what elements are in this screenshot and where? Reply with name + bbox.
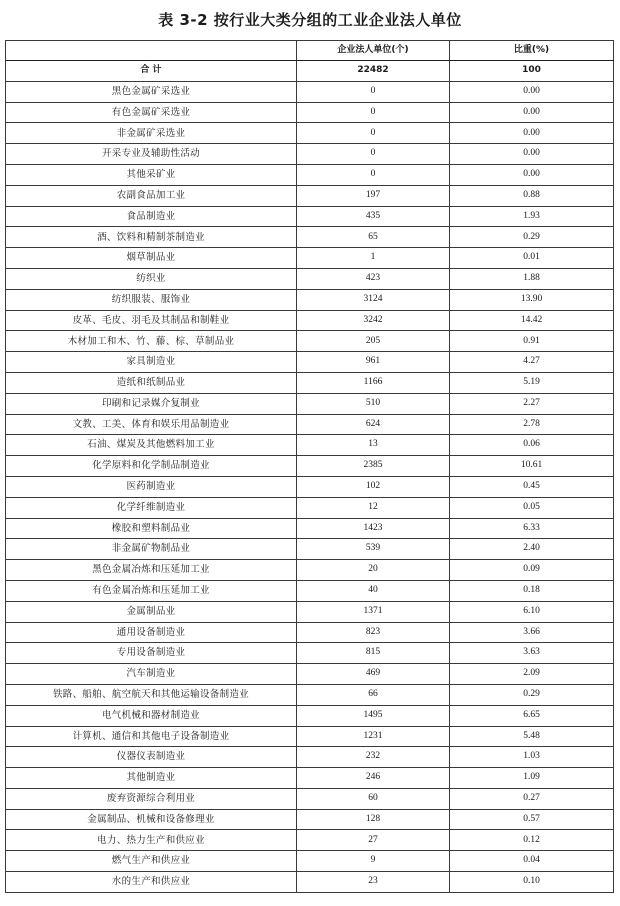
industry-name-cell: 烟草制品业 bbox=[6, 248, 297, 269]
ratio-cell: 0.12 bbox=[450, 830, 614, 851]
industry-name-cell: 文教、工美、体育和娱乐用品制造业 bbox=[6, 414, 297, 435]
ratio-cell: 1.03 bbox=[450, 747, 614, 768]
count-cell: 9 bbox=[297, 851, 450, 872]
table-row bbox=[6, 206, 614, 227]
column-header-ratio: 比重(%) bbox=[450, 41, 614, 61]
ratio-cell: 6.33 bbox=[450, 518, 614, 539]
table-row bbox=[6, 185, 614, 206]
ratio-cell: 1.93 bbox=[450, 206, 614, 227]
total-row bbox=[6, 61, 614, 82]
column-header-count: 企业法人单位(个) bbox=[297, 41, 450, 61]
ratio-cell: 0.57 bbox=[450, 809, 614, 830]
industry-name-cell: 印刷和记录媒介复制业 bbox=[6, 393, 297, 414]
table-row bbox=[6, 518, 614, 539]
table-row bbox=[6, 726, 614, 747]
count-cell: 102 bbox=[297, 476, 450, 497]
count-cell: 128 bbox=[297, 809, 450, 830]
table-row bbox=[6, 643, 614, 664]
count-cell: 40 bbox=[297, 580, 450, 601]
count-cell: 3242 bbox=[297, 310, 450, 331]
industry-name-cell: 其他制造业 bbox=[6, 768, 297, 789]
table-row bbox=[6, 123, 614, 144]
table-row bbox=[6, 622, 614, 643]
count-cell: 205 bbox=[297, 331, 450, 352]
industry-name-cell: 其他采矿业 bbox=[6, 164, 297, 185]
ratio-cell: 0.01 bbox=[450, 248, 614, 269]
ratio-cell: 0.00 bbox=[450, 123, 614, 144]
ratio-cell: 0.09 bbox=[450, 560, 614, 581]
count-cell: 20 bbox=[297, 560, 450, 581]
table-row bbox=[6, 830, 614, 851]
table-row bbox=[6, 164, 614, 185]
ratio-cell: 0.88 bbox=[450, 185, 614, 206]
industry-name-cell: 废弃资源综合利用业 bbox=[6, 788, 297, 809]
ratio-cell: 0.05 bbox=[450, 497, 614, 518]
table-row bbox=[6, 456, 614, 477]
ratio-cell: 1.09 bbox=[450, 768, 614, 789]
count-cell: 0 bbox=[297, 144, 450, 165]
industry-name-cell: 皮革、毛皮、羽毛及其制品和制鞋业 bbox=[6, 310, 297, 331]
ratio-cell: 0.91 bbox=[450, 331, 614, 352]
ratio-cell: 0.00 bbox=[450, 164, 614, 185]
ratio-cell: 6.65 bbox=[450, 705, 614, 726]
count-cell: 539 bbox=[297, 539, 450, 560]
table-row bbox=[6, 393, 614, 414]
ratio-cell: 0.27 bbox=[450, 788, 614, 809]
table-row bbox=[6, 227, 614, 248]
table-row bbox=[6, 809, 614, 830]
industry-name-cell: 汽车制造业 bbox=[6, 664, 297, 685]
count-cell: 0 bbox=[297, 164, 450, 185]
industry-name-cell: 水的生产和供应业 bbox=[6, 872, 297, 893]
industry-name-cell: 铁路、船舶、航空航天和其他运输设备制造业 bbox=[6, 684, 297, 705]
data-table-container bbox=[5, 40, 613, 893]
industry-name-cell: 纺织业 bbox=[6, 268, 297, 289]
industry-name-cell: 燃气生产和供应业 bbox=[6, 851, 297, 872]
ratio-cell: 2.40 bbox=[450, 539, 614, 560]
ratio-cell: 6.10 bbox=[450, 601, 614, 622]
industry-name-cell: 有色金属矿采选业 bbox=[6, 102, 297, 123]
ratio-cell: 0.00 bbox=[450, 81, 614, 102]
table-row bbox=[6, 788, 614, 809]
count-cell: 232 bbox=[297, 747, 450, 768]
table-row bbox=[6, 352, 614, 373]
ratio-cell: 0.06 bbox=[450, 435, 614, 456]
industry-name-cell: 化学原料和化学制品制造业 bbox=[6, 456, 297, 477]
count-cell: 510 bbox=[297, 393, 450, 414]
ratio-cell: 5.19 bbox=[450, 372, 614, 393]
count-cell: 66 bbox=[297, 684, 450, 705]
count-cell: 423 bbox=[297, 268, 450, 289]
count-cell: 469 bbox=[297, 664, 450, 685]
table-row bbox=[6, 664, 614, 685]
industry-name-cell: 造纸和纸制品业 bbox=[6, 372, 297, 393]
table-row bbox=[6, 497, 614, 518]
column-header-industry bbox=[6, 41, 297, 61]
total-label: 合 计 bbox=[6, 61, 297, 82]
table-row bbox=[6, 872, 614, 893]
count-cell: 27 bbox=[297, 830, 450, 851]
table-row bbox=[6, 705, 614, 726]
ratio-cell: 0.45 bbox=[450, 476, 614, 497]
industry-name-cell: 纺织服装、服饰业 bbox=[6, 289, 297, 310]
table-row bbox=[6, 684, 614, 705]
count-cell: 435 bbox=[297, 206, 450, 227]
ratio-cell: 10.61 bbox=[450, 456, 614, 477]
count-cell: 1371 bbox=[297, 601, 450, 622]
count-cell: 23 bbox=[297, 872, 450, 893]
ratio-cell: 0.00 bbox=[450, 102, 614, 123]
ratio-cell: 2.78 bbox=[450, 414, 614, 435]
table-row bbox=[6, 560, 614, 581]
ratio-cell: 0.04 bbox=[450, 851, 614, 872]
ratio-cell: 0.10 bbox=[450, 872, 614, 893]
ratio-cell: 4.27 bbox=[450, 352, 614, 373]
industry-name-cell: 医药制造业 bbox=[6, 476, 297, 497]
table-row bbox=[6, 768, 614, 789]
industry-name-cell: 非金属矿采选业 bbox=[6, 123, 297, 144]
industry-name-cell: 开采专业及辅助性活动 bbox=[6, 144, 297, 165]
industry-name-cell: 通用设备制造业 bbox=[6, 622, 297, 643]
industry-name-cell: 黑色金属矿采选业 bbox=[6, 81, 297, 102]
count-cell: 13 bbox=[297, 435, 450, 456]
ratio-cell: 3.63 bbox=[450, 643, 614, 664]
table-row bbox=[6, 310, 614, 331]
count-cell: 961 bbox=[297, 352, 450, 373]
count-cell: 1495 bbox=[297, 705, 450, 726]
industry-name-cell: 电力、热力生产和供应业 bbox=[6, 830, 297, 851]
industry-name-cell: 金属制品、机械和设备修理业 bbox=[6, 809, 297, 830]
table-row bbox=[6, 81, 614, 102]
table-row bbox=[6, 851, 614, 872]
count-cell: 815 bbox=[297, 643, 450, 664]
count-cell: 1166 bbox=[297, 372, 450, 393]
count-cell: 0 bbox=[297, 102, 450, 123]
industry-name-cell: 电气机械和器材制造业 bbox=[6, 705, 297, 726]
ratio-cell: 14.42 bbox=[450, 310, 614, 331]
count-cell: 65 bbox=[297, 227, 450, 248]
industry-name-cell: 石油、煤炭及其他燃料加工业 bbox=[6, 435, 297, 456]
count-cell: 1231 bbox=[297, 726, 450, 747]
count-cell: 246 bbox=[297, 768, 450, 789]
industry-name-cell: 农副食品加工业 bbox=[6, 185, 297, 206]
table-row bbox=[6, 414, 614, 435]
industry-name-cell: 仪器仪表制造业 bbox=[6, 747, 297, 768]
industry-name-cell: 金属制品业 bbox=[6, 601, 297, 622]
table-header-row bbox=[6, 41, 614, 61]
table-row bbox=[6, 601, 614, 622]
table-row bbox=[6, 331, 614, 352]
industry-name-cell: 专用设备制造业 bbox=[6, 643, 297, 664]
table-row bbox=[6, 268, 614, 289]
industry-name-cell: 化学纤维制造业 bbox=[6, 497, 297, 518]
industry-name-cell: 有色金属冶炼和压延加工业 bbox=[6, 580, 297, 601]
ratio-cell: 0.00 bbox=[450, 144, 614, 165]
count-cell: 60 bbox=[297, 788, 450, 809]
industry-name-cell: 黑色金属冶炼和压延加工业 bbox=[6, 560, 297, 581]
industry-name-cell: 家具制造业 bbox=[6, 352, 297, 373]
page-title: 表 3-2 按行业大类分组的工业企业法人单位 bbox=[158, 11, 462, 29]
industry-name-cell: 计算机、通信和其他电子设备制造业 bbox=[6, 726, 297, 747]
table-row bbox=[6, 372, 614, 393]
count-cell: 1 bbox=[297, 248, 450, 269]
table-row bbox=[6, 435, 614, 456]
table-row bbox=[6, 580, 614, 601]
table-row bbox=[6, 289, 614, 310]
ratio-cell: 2.27 bbox=[450, 393, 614, 414]
ratio-cell: 5.48 bbox=[450, 726, 614, 747]
industry-name-cell: 非金属矿物制品业 bbox=[6, 539, 297, 560]
table-row bbox=[6, 476, 614, 497]
ratio-cell: 1.88 bbox=[450, 268, 614, 289]
count-cell: 0 bbox=[297, 123, 450, 144]
count-cell: 197 bbox=[297, 185, 450, 206]
ratio-cell: 0.18 bbox=[450, 580, 614, 601]
industry-name-cell: 橡胶和塑料制品业 bbox=[6, 518, 297, 539]
ratio-cell: 0.29 bbox=[450, 227, 614, 248]
table-row bbox=[6, 144, 614, 165]
table-body bbox=[6, 61, 614, 893]
count-cell: 0 bbox=[297, 81, 450, 102]
count-cell: 3124 bbox=[297, 289, 450, 310]
ratio-cell: 0.29 bbox=[450, 684, 614, 705]
table-row bbox=[6, 102, 614, 123]
industry-name-cell: 酒、饮料和精制茶制造业 bbox=[6, 227, 297, 248]
count-cell: 624 bbox=[297, 414, 450, 435]
total-ratio: 100 bbox=[450, 61, 614, 82]
industry-name-cell: 食品制造业 bbox=[6, 206, 297, 227]
count-cell: 2385 bbox=[297, 456, 450, 477]
table-row bbox=[6, 747, 614, 768]
total-count: 22482 bbox=[297, 61, 450, 82]
count-cell: 823 bbox=[297, 622, 450, 643]
ratio-cell: 13.90 bbox=[450, 289, 614, 310]
count-cell: 1423 bbox=[297, 518, 450, 539]
count-cell: 12 bbox=[297, 497, 450, 518]
ratio-cell: 3.66 bbox=[450, 622, 614, 643]
table-row bbox=[6, 539, 614, 560]
ratio-cell: 2.09 bbox=[450, 664, 614, 685]
industry-table bbox=[5, 40, 614, 893]
industry-name-cell: 木材加工和木、竹、藤、棕、草制品业 bbox=[6, 331, 297, 352]
table-row bbox=[6, 248, 614, 269]
